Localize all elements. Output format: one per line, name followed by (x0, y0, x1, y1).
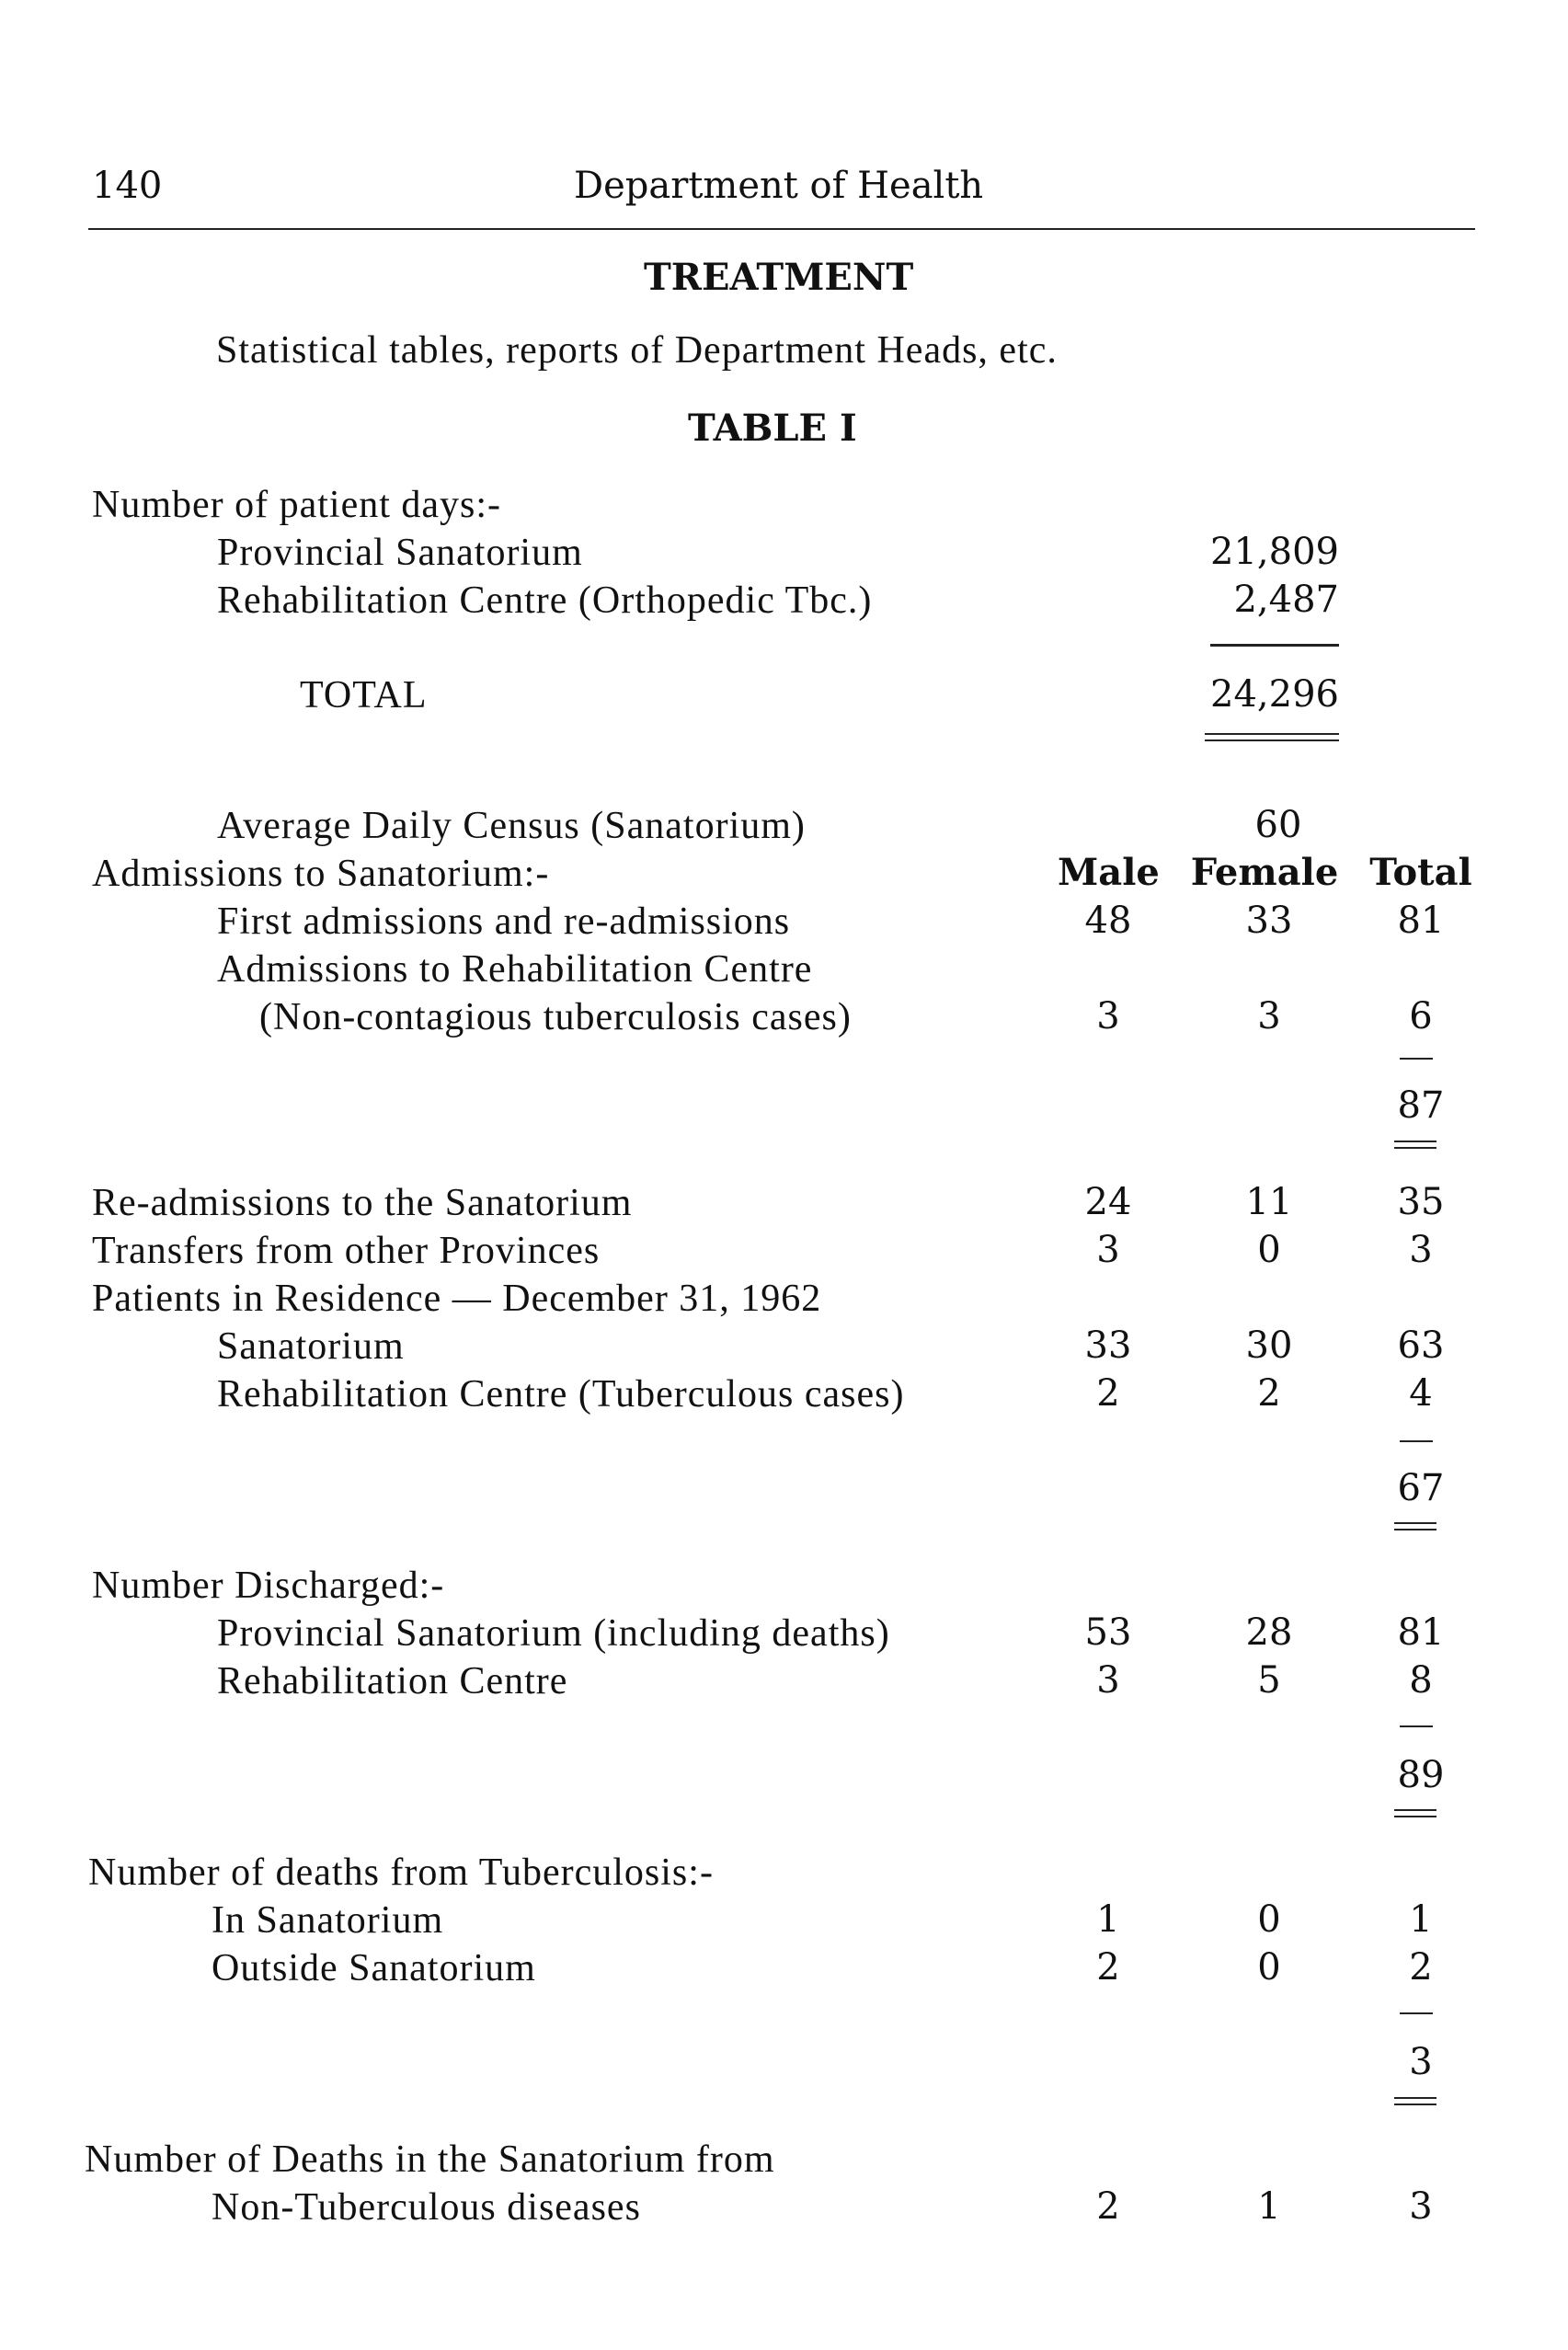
discharged-label: Number Discharged:- (92, 1565, 445, 1607)
discharged-rehab-label: Rehabilitation Centre (217, 1660, 568, 1702)
patient-days-label: Number of patient days:- (92, 484, 502, 526)
discharged-rehab-male: 3 (1096, 1659, 1120, 1702)
admissions-sum: 87 (1397, 1084, 1445, 1127)
deaths-tb-out-label: Outside Sanatorium (212, 1947, 536, 1989)
running-title: Department of Health (574, 165, 984, 207)
transfers-label: Transfers from other Provinces (92, 1230, 601, 1272)
patient-days-rehab-label: Rehabilitation Centre (Orthopedic Tbc.) (217, 579, 873, 622)
deaths-tb-sum: 3 (1409, 2041, 1433, 2083)
residence-label: Patients in Residence — December 31, 1962 (92, 1278, 822, 1320)
rehab-admissions-label-1: Admissions to Rehabilitation Centre (217, 948, 813, 991)
readmissions-male: 24 (1084, 1181, 1132, 1223)
deaths-tb-sum-rule (1400, 2012, 1433, 2014)
readmissions-female: 11 (1245, 1181, 1293, 1223)
deaths-tb-label: Number of deaths from Tuberculosis:- (88, 1851, 714, 1894)
patient-days-total-label: TOTAL (300, 674, 428, 716)
rehab-admissions-total: 6 (1409, 995, 1433, 1037)
first-admissions-male: 48 (1084, 900, 1132, 942)
transfers-total: 3 (1409, 1229, 1433, 1271)
deaths-non-tb-male: 2 (1096, 2185, 1120, 2228)
patient-days-sum-rule (1210, 644, 1339, 647)
rehab-admissions-male: 3 (1096, 995, 1120, 1037)
deaths-tb-in-male: 1 (1096, 1898, 1120, 1941)
admissions-label: Admissions to Sanatorium:- (92, 853, 550, 895)
transfers-male: 3 (1096, 1229, 1120, 1271)
average-census-value: 60 (1254, 804, 1302, 846)
rehab-admissions-label-2: (Non-contagious tuberculosis cases) (259, 996, 852, 1038)
residence-rehab-male: 2 (1096, 1372, 1120, 1415)
discharged-provincial-male: 53 (1084, 1611, 1132, 1654)
patient-days-provincial-value: 21,809 (1210, 531, 1339, 573)
table-title: TABLE I (688, 407, 857, 450)
deaths-non-tb-label-1: Number of Deaths in the Sanatorium from (85, 2138, 775, 2181)
transfers-female: 0 (1257, 1229, 1281, 1271)
residence-sanatorium-label: Sanatorium (217, 1325, 405, 1368)
header-rule (88, 228, 1475, 230)
page-number: 140 (92, 165, 163, 207)
residence-sum-double-rule-1 (1394, 1522, 1436, 1524)
first-admissions-female: 33 (1245, 900, 1293, 942)
discharged-provincial-total: 81 (1397, 1611, 1445, 1654)
patient-days-provincial-label: Provincial Sanatorium (217, 532, 583, 574)
deaths-non-tb-female: 1 (1257, 2185, 1281, 2228)
discharged-sum-double-rule-2 (1394, 1816, 1436, 1817)
discharged-sum: 89 (1397, 1754, 1445, 1796)
first-admissions-total: 81 (1397, 900, 1445, 942)
residence-sum-rule (1400, 1440, 1433, 1442)
discharged-rehab-total: 8 (1409, 1659, 1433, 1702)
discharged-sum-double-rule-1 (1394, 1809, 1436, 1811)
patient-days-rehab-value: 2,487 (1233, 579, 1339, 621)
column-header-female: Female (1190, 851, 1339, 894)
discharged-provincial-female: 28 (1245, 1611, 1293, 1654)
deaths-non-tb-total: 3 (1409, 2185, 1433, 2228)
admissions-sum-double-rule-1 (1394, 1141, 1436, 1142)
admissions-sum-rule (1400, 1058, 1433, 1060)
patient-days-total-double-rule-2 (1205, 739, 1339, 741)
residence-sanatorium-total: 63 (1397, 1324, 1445, 1367)
deaths-tb-out-male: 2 (1096, 1946, 1120, 1989)
patient-days-total-double-rule-1 (1205, 733, 1339, 735)
patient-days-total-value: 24,296 (1210, 673, 1339, 716)
residence-sum-double-rule-2 (1394, 1529, 1436, 1530)
discharged-provincial-label: Provincial Sanatorium (including deaths) (217, 1612, 890, 1655)
column-header-total: Total (1369, 851, 1472, 894)
first-admissions-label: First admissions and re-admissions (217, 900, 791, 943)
readmissions-total: 35 (1397, 1181, 1445, 1223)
deaths-tb-in-label: In Sanatorium (212, 1899, 444, 1942)
deaths-tb-in-female: 0 (1257, 1898, 1281, 1941)
deaths-tb-sum-double-rule-2 (1394, 2104, 1436, 2105)
discharged-rehab-female: 5 (1257, 1659, 1281, 1702)
readmissions-label: Re-admissions to the Sanatorium (92, 1182, 633, 1224)
section-heading: TREATMENT (644, 256, 914, 299)
residence-rehab-total: 4 (1409, 1372, 1433, 1415)
rehab-admissions-female: 3 (1257, 995, 1281, 1037)
deaths-tb-sum-double-rule-1 (1394, 2097, 1436, 2099)
residence-rehab-female: 2 (1257, 1372, 1281, 1415)
deaths-tb-out-female: 0 (1257, 1946, 1281, 1989)
deaths-tb-out-total: 2 (1409, 1946, 1433, 1989)
section-subheading: Statistical tables, reports of Department Heads, etc. (216, 329, 1058, 372)
column-header-male: Male (1058, 851, 1160, 894)
residence-sanatorium-female: 30 (1245, 1324, 1293, 1367)
discharged-sum-rule (1400, 1725, 1433, 1727)
residence-sanatorium-male: 33 (1084, 1324, 1132, 1367)
deaths-non-tb-label-2: Non-Tuberculous diseases (212, 2186, 641, 2229)
deaths-tb-in-total: 1 (1409, 1898, 1433, 1941)
average-census-label: Average Daily Census (Sanatorium) (217, 805, 806, 847)
residence-rehab-label: Rehabilitation Centre (Tuberculous cases) (217, 1373, 905, 1416)
residence-sum: 67 (1397, 1467, 1445, 1509)
admissions-sum-double-rule-2 (1394, 1147, 1436, 1149)
